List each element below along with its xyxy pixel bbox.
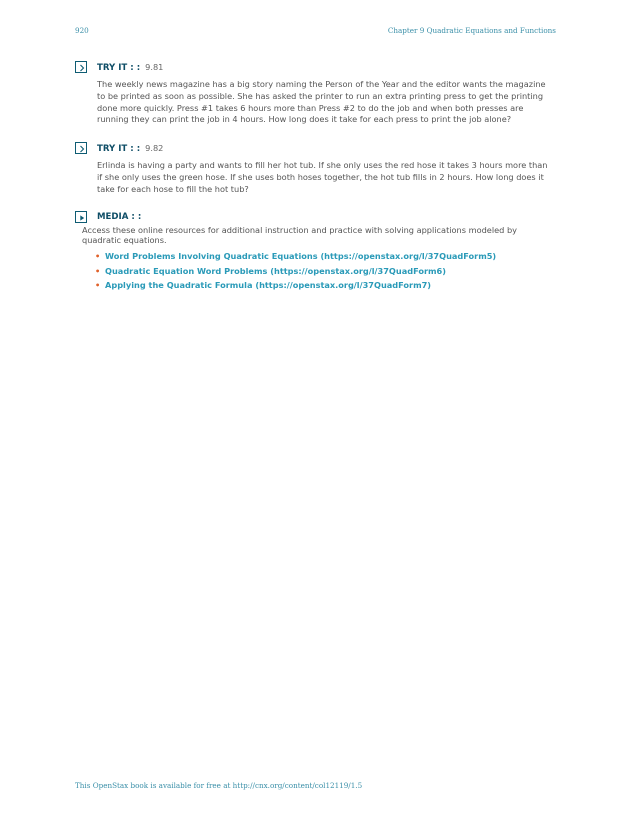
try-it-label: TRY IT : : 9.81 bbox=[97, 62, 164, 73]
exercise-text: Erlinda is having a party and wants to fill her hot tub. If she only uses the red hose it takes 3 hours more than if she only uses the green hose. If she uses both hoses together, the hot tub fills in 2 hours. How long does it take for each hose to fill the hot tub? bbox=[97, 160, 548, 194]
footer-note: This OpenStax book is available for free at http://cnx.org/content/col12119/1.5 bbox=[75, 781, 363, 790]
media-link-item[interactable] bbox=[95, 278, 550, 293]
bullet-icon: • bbox=[95, 280, 101, 291]
try-it-label: TRY IT : : 9.82 bbox=[97, 143, 164, 154]
media-intro: Access these online resources for additional instruction and practice with solving applications modeled by quadratic equations. bbox=[82, 225, 517, 246]
bullet-icon: • bbox=[95, 251, 101, 262]
try-it-header bbox=[75, 61, 550, 75]
page-number: 920 bbox=[75, 26, 89, 35]
try-it-9-82 bbox=[75, 142, 550, 195]
media-link-item[interactable] bbox=[95, 264, 550, 279]
try-it-header bbox=[75, 142, 550, 156]
exercise-number: 9.81 bbox=[145, 62, 164, 72]
play-icon bbox=[75, 211, 87, 223]
chevron-right-icon bbox=[75, 142, 87, 154]
media-link-item[interactable] bbox=[95, 249, 550, 264]
bullet-icon: • bbox=[95, 265, 101, 276]
media-header bbox=[75, 211, 550, 225]
chapter-title: Chapter 9 Quadratic Equations and Functions bbox=[387, 26, 556, 35]
media-link[interactable]: Word Problems Involving Quadratic Equations (https://openstax.org/l/37QuadForm5) bbox=[105, 251, 497, 262]
chevron-right-icon bbox=[75, 61, 87, 73]
media-link[interactable]: Quadratic Equation Word Problems (https://openstax.org/l/37QuadForm6) bbox=[105, 265, 446, 276]
exercise-text: The weekly news magazine has a big story naming the Person of the Year and the editor wants the magazine to be printed as soon as possible. She has asked the printer to run an extra printing press to get the printing done more quickly. Press #1 takes 6 hours more than Press #2 to do the job and when both presses are running they can print the job in 4 hours. How long does it take for each press to print the job alone? bbox=[97, 79, 546, 125]
exercise-number: 9.82 bbox=[145, 143, 164, 153]
media-links bbox=[75, 249, 550, 293]
media-feature bbox=[75, 211, 550, 293]
media-label: MEDIA : : bbox=[97, 212, 142, 222]
media-link[interactable]: Applying the Quadratic Formula (https://openstax.org/l/37QuadForm7) bbox=[105, 280, 432, 291]
try-it-9-81 bbox=[75, 61, 550, 126]
running-head bbox=[75, 26, 556, 38]
